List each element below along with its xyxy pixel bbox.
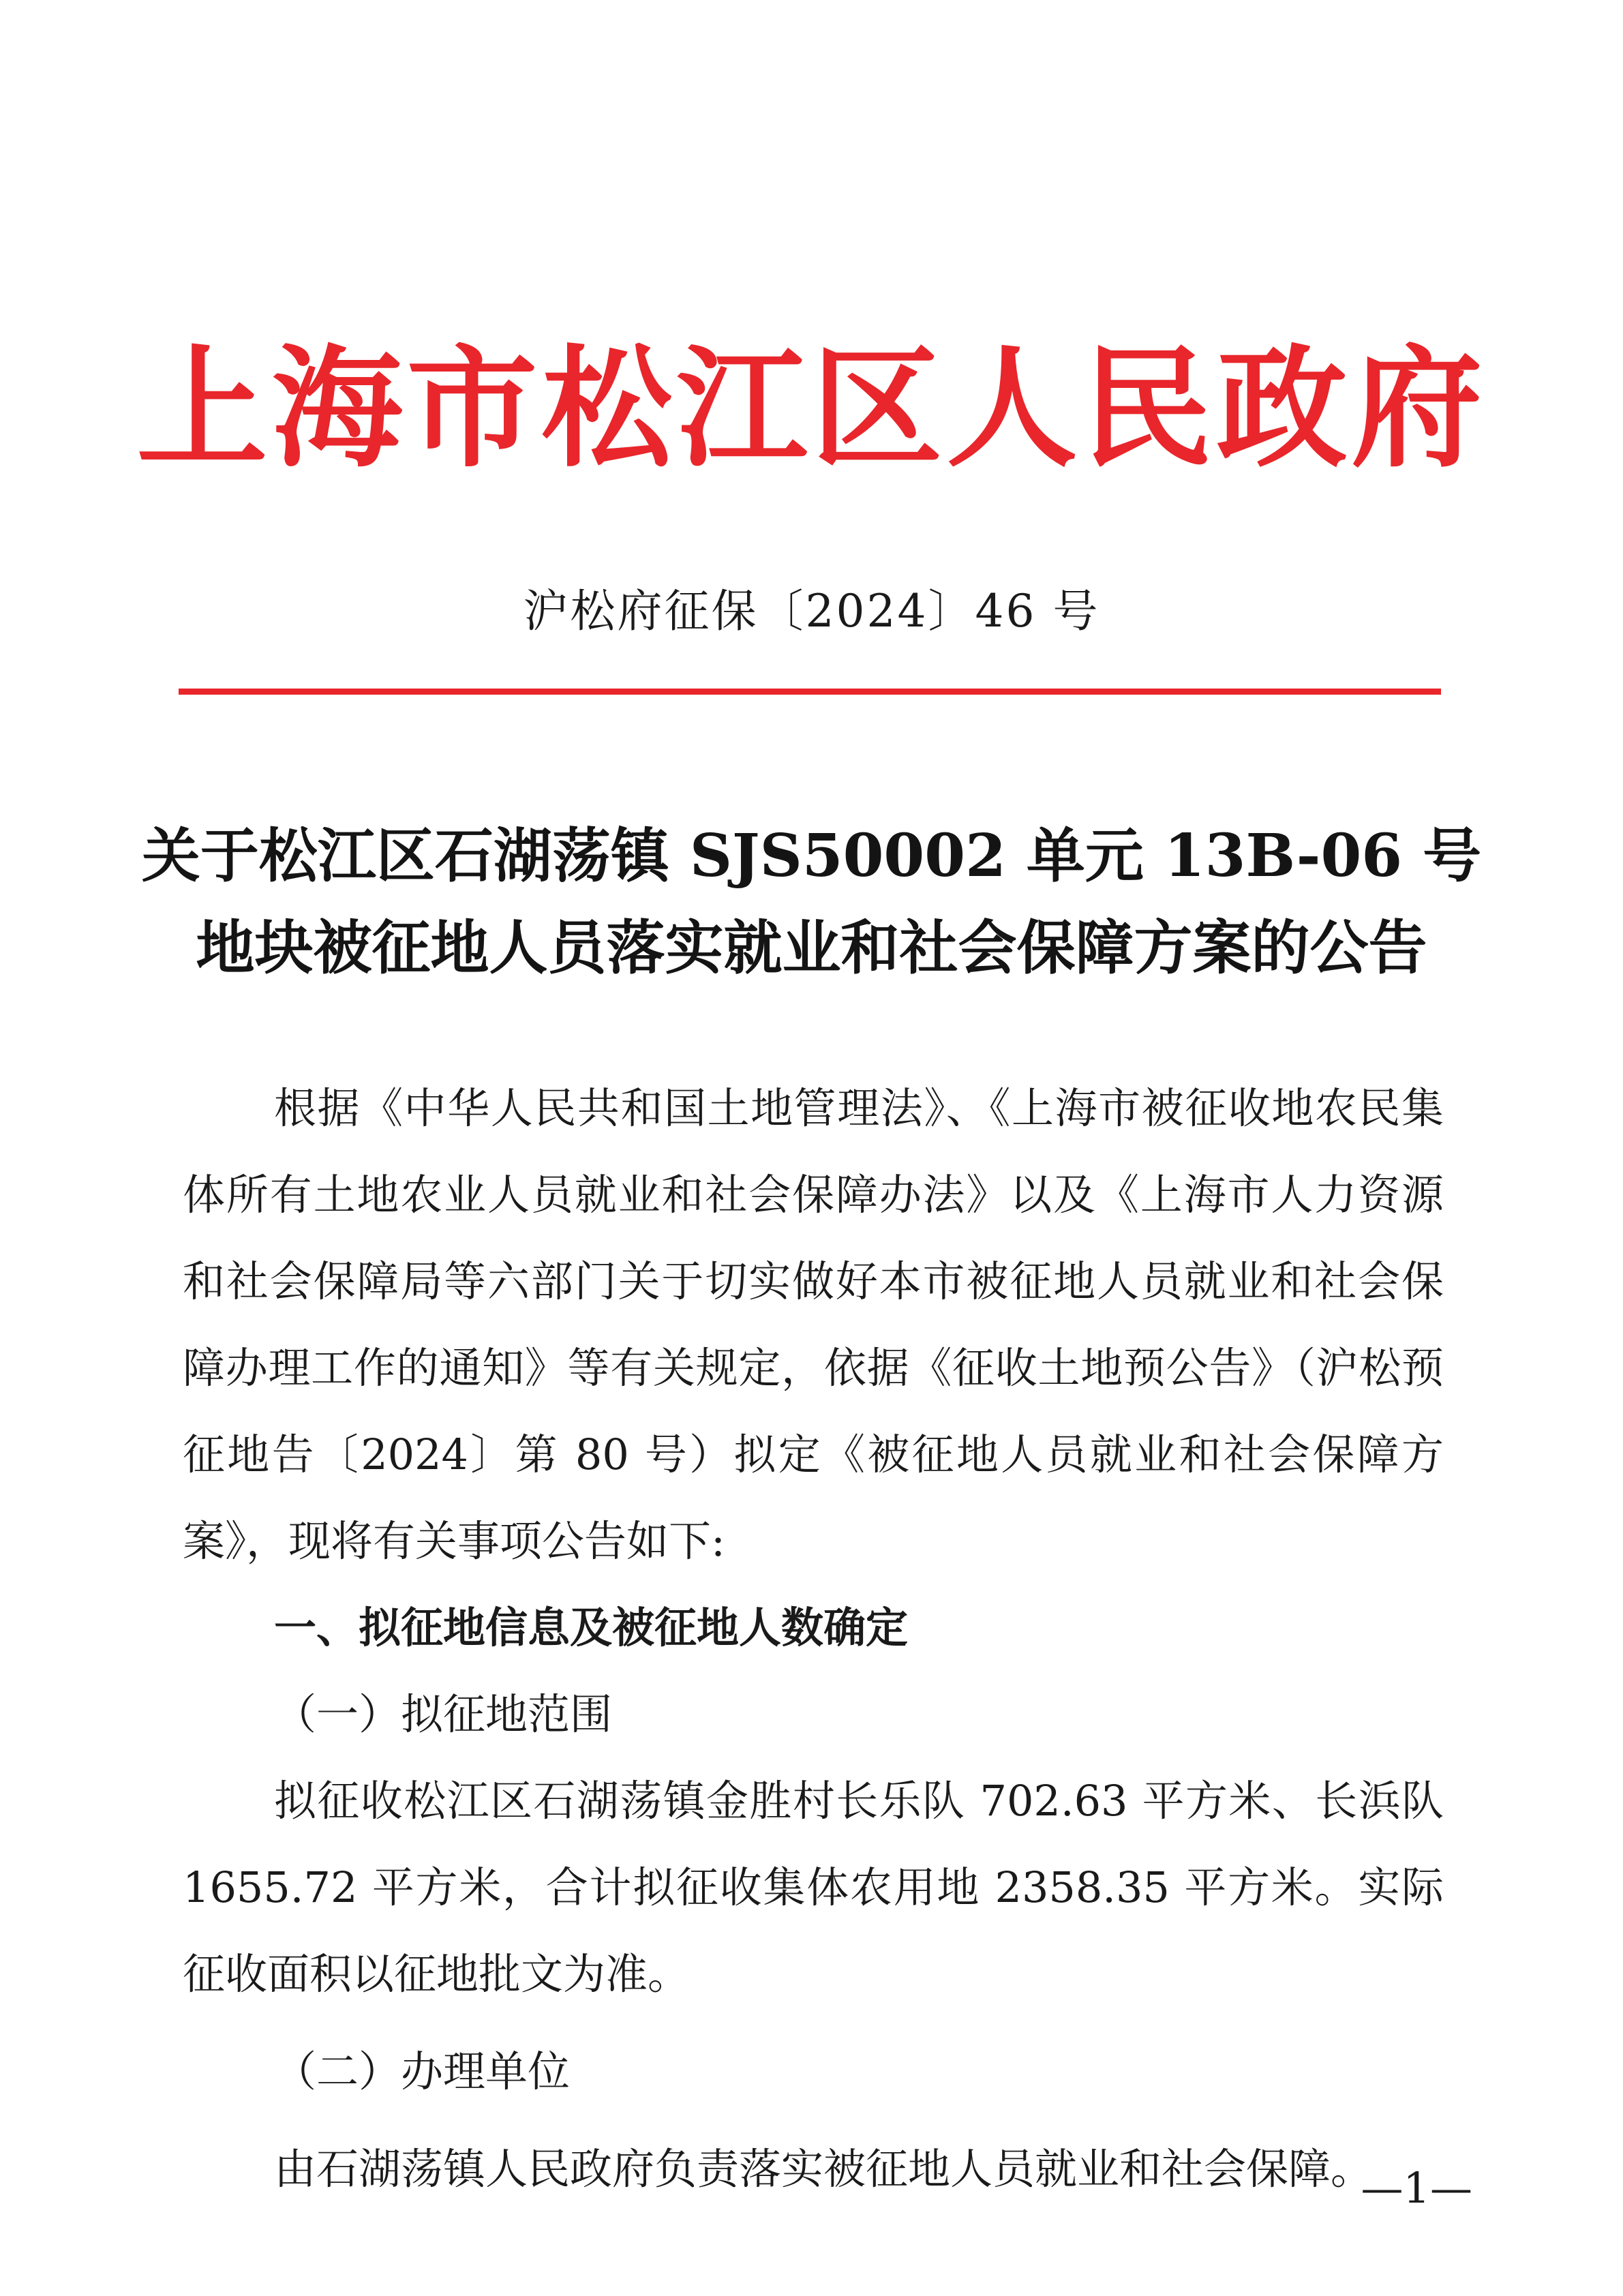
section-1-heading: 一、拟征地信息及被征地人数确定 [274,1603,909,1652]
page-number: —1— [1361,2163,1472,2213]
title-line-2: 地块被征地人员落实就业和社会保障方案的公告 [196,913,1427,982]
subsection-2-heading: （二）办理单位 [274,2046,571,2096]
subsection-1-text: 拟征收松江区石湖荡镇金胜村长乐队 702.63 平方米、长浜队 1655.72 平方米，合计拟征收集体农用地 2358.35 平方米。实际征收面积以征地批文为准。 [183,1776,1444,1999]
red-divider-line [179,689,1441,695]
document-body [183,1065,1444,2212]
subsection-2-text: 由石湖荡镇人民政府负责落实被征地人员就业和社会保障。 [274,2144,1374,2194]
document-number: 沪松府征保〔2024〕46 号 [523,585,1100,637]
intro-paragraph: 根据《中华人民共和国土地管理法》、《上海市被征收地农民集体所有土地农业人员就业和社会保障办法》以及《上海市人力资源和社会保障局等六部门关于切实做好本市被征地人员就业和社会保障办理工作的通知》等有关规定，依据《征收土地预公告》（沪松预征地告〔2024〕第 80 号）拟定《被征地人员就业和社会保障方案》，现将有关事项公告如下: [183,1083,1444,1566]
announcement-title [102,810,1521,994]
subsection-1-heading: （一）拟征地范围 [274,1689,613,1739]
masthead-title: 上海市松江区人民政府 [136,332,1487,485]
title-line-1: 关于松江区石湖荡镇 SJS50002 单元 13B-06 号 [141,821,1482,890]
